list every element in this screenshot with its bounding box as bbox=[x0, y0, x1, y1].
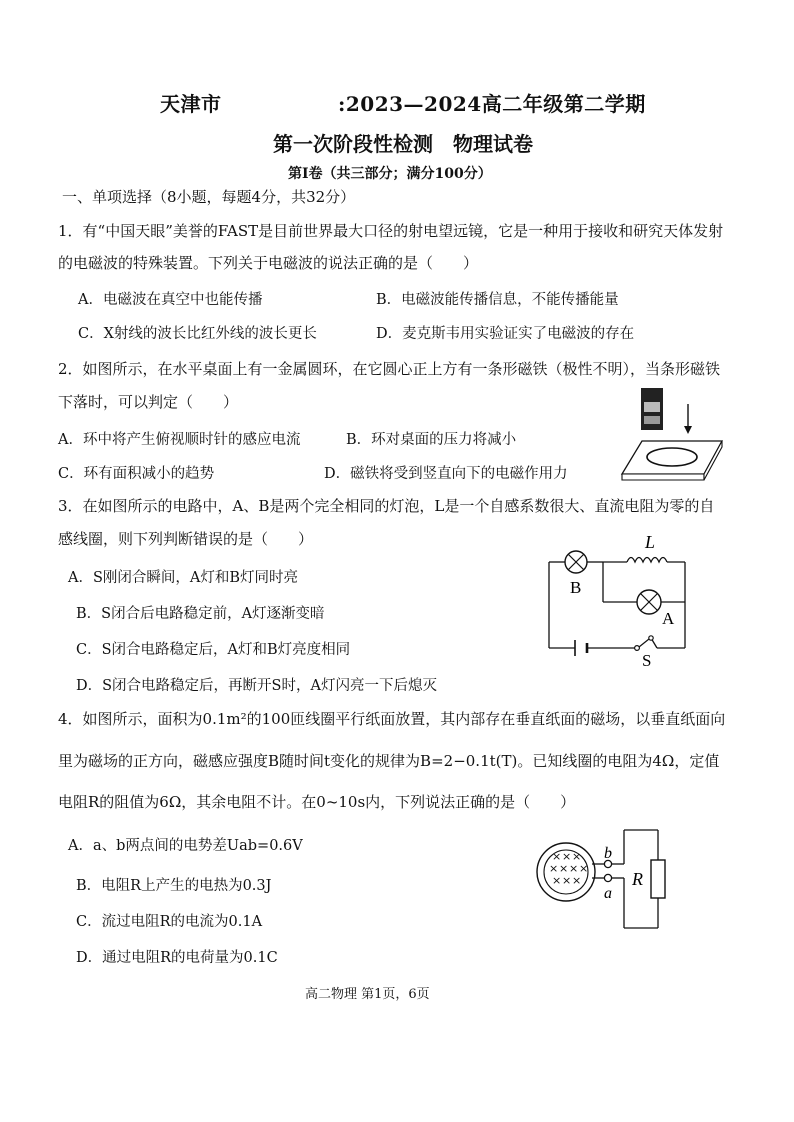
svg-text:×: × bbox=[572, 850, 582, 863]
label-s: S bbox=[642, 651, 652, 670]
header-city: 天津市 bbox=[160, 92, 222, 116]
svg-text:×: × bbox=[552, 874, 562, 887]
q3-option-b: B．S闭合后电路稳定前，A灯逐渐变暗 bbox=[76, 606, 325, 622]
label-b: B bbox=[570, 578, 582, 597]
q4-stem-line3: 电阻R的阻值为6Ω，其余电阻不计。在0~10s内，下列说法正确的是（ ） bbox=[58, 793, 576, 811]
field-crosses bbox=[549, 850, 588, 887]
svg-text:×: × bbox=[569, 862, 579, 875]
q3-option-c: C．S闭合电路稳定后，A灯和B灯亮度相同 bbox=[76, 642, 351, 658]
q1-option-b: B．电磁波能传播信息，不能传播能量 bbox=[376, 292, 619, 308]
section-heading: 一、单项选择（8小题，每题4分，共32分） bbox=[62, 188, 356, 206]
q4-stem-line1: 4．如图所示，面积为0.1m²的100匝线圈平行纸面放置，其内部存在垂直纸面的磁场，以垂直纸面向 bbox=[58, 710, 726, 728]
page-title: 第一次阶段性检测 物理试卷 bbox=[273, 132, 533, 156]
label-l: L bbox=[645, 532, 656, 552]
q2-stem-line1: 2．如图所示，在水平桌面上有一金属圆环，在它圆心正上方有一条形磁铁（极性不明），当条形磁铁 bbox=[58, 360, 721, 378]
q1-stem-line1: 1．有“中国天眼”美誉的FAST是目前世界最大口径的射电望远镜，它是一种用于接收和研究天体发射 bbox=[58, 222, 724, 240]
q3-stem-line1: 3．在如图所示的电路中，A、B是两个完全相同的灯泡，L是一个自感系数很大、直流电阻为零的自 bbox=[58, 497, 715, 515]
circuit-figure bbox=[545, 530, 705, 670]
q2-stem-line2: 下落时，可以判定（ ） bbox=[58, 393, 239, 411]
q2-option-d: D．磁铁将受到竖直向下的电磁作用力 bbox=[324, 466, 568, 482]
page-footer: 高二物理 第1页，6页 bbox=[305, 987, 430, 1002]
terminal-a bbox=[604, 874, 611, 881]
magnet-ring-figure bbox=[618, 386, 728, 481]
coil-resistor-figure bbox=[528, 822, 678, 937]
label-a: A bbox=[662, 609, 675, 628]
q3-option-a: A．S刚闭合瞬间，A灯和B灯同时亮 bbox=[68, 570, 299, 586]
page-subtitle: 第I卷（共三部分；满分100分） bbox=[288, 166, 492, 182]
q1-stem-line2: 的电磁波的特殊装置。下列关于电磁波的说法正确的是（ ） bbox=[58, 254, 479, 272]
q4-option-a: A．a、b两点间的电势差Uab=0.6V bbox=[68, 838, 303, 854]
svg-text:×: × bbox=[572, 874, 582, 887]
q2-option-a: A．环中将产生俯视顺时针的感应电流 bbox=[58, 432, 301, 448]
switch-s-icon bbox=[635, 646, 640, 651]
q3-option-d: D．S闭合电路稳定后，再断开S时，A灯闪亮一下后熄灭 bbox=[76, 678, 437, 694]
label-r: R bbox=[632, 869, 643, 889]
header-term: :2023—2024高二年级第二学期 bbox=[338, 92, 646, 116]
resistor-r bbox=[651, 860, 665, 898]
q2-option-b: B．环对桌面的压力将减小 bbox=[346, 432, 517, 448]
q2-option-c: C．环有面积减小的趋势 bbox=[58, 466, 215, 482]
q3-stem-line2: 感线圈，则下列判断错误的是（ ） bbox=[58, 530, 314, 548]
svg-text:×: × bbox=[559, 862, 569, 875]
q4-option-d: D．通过电阻R的电荷量为0.1C bbox=[76, 950, 278, 966]
svg-text:×: × bbox=[552, 850, 562, 863]
q4-option-b: B．电阻R上产生的电热为0.3J bbox=[76, 878, 272, 894]
label-b-terminal: b bbox=[604, 845, 612, 862]
q1-option-d: D．麦克斯韦用实验证实了电磁波的存在 bbox=[376, 326, 635, 342]
q1-option-c: C．X射线的波长比红外线的波长更长 bbox=[78, 326, 317, 342]
svg-text:×: × bbox=[562, 874, 572, 887]
q1-option-a: A．电磁波在真空中也能传播 bbox=[78, 292, 263, 308]
svg-text:×: × bbox=[562, 850, 572, 863]
q4-stem-line2: 里为磁场的正方向，磁感应强度B随时间t变化的规律为B=2−0.1t(T)。已知线圈的电阻为4Ω，定值 bbox=[58, 752, 720, 770]
label-a-terminal: a bbox=[604, 885, 612, 902]
svg-text:×: × bbox=[579, 862, 589, 875]
svg-text:×: × bbox=[549, 862, 559, 875]
q4-option-c: C．流过电阻R的电流为0.1A bbox=[76, 914, 263, 930]
